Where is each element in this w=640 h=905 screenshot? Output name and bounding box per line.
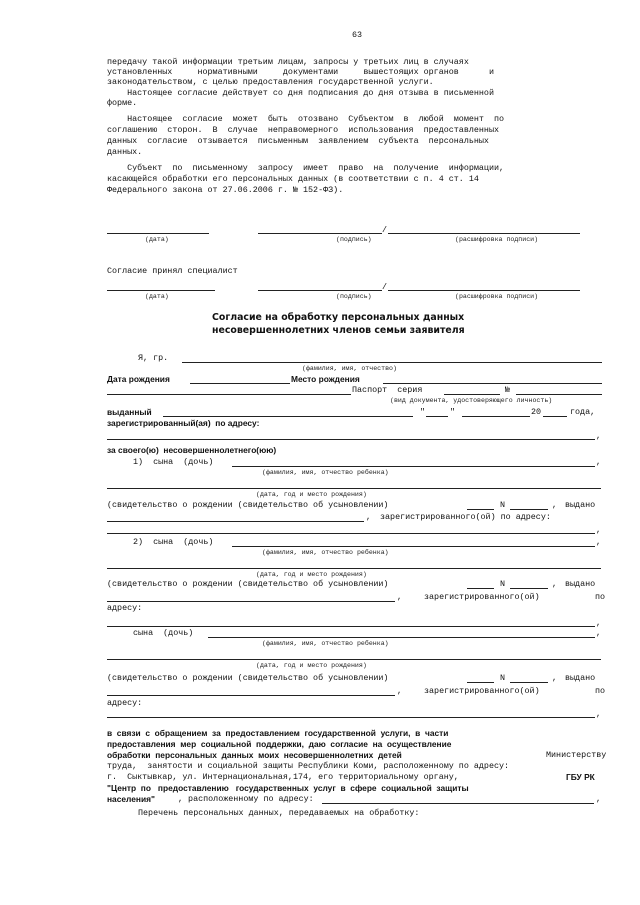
center-line: населения" xyxy=(107,794,155,804)
cert-no: N xyxy=(500,500,506,510)
registered-child: зарегистрированного(ой) xyxy=(424,686,540,696)
child3-address-field[interactable] xyxy=(107,717,595,718)
po: по xyxy=(595,592,606,602)
cert-issued-by-field[interactable] xyxy=(107,695,395,696)
comma: , xyxy=(552,579,558,589)
consent-line: в связи с обращением за предоставлением государственной услуги, в части xyxy=(107,728,449,738)
birth-date-field[interactable] xyxy=(190,383,290,384)
signature-line[interactable] xyxy=(107,290,215,291)
year-prefix: 20 xyxy=(531,407,542,417)
intro-line: данных. xyxy=(107,147,143,157)
cert-no: N xyxy=(500,579,506,589)
po: по xyxy=(595,686,606,696)
comma: , xyxy=(552,500,558,510)
comma: , xyxy=(596,525,602,535)
cert-no: N xyxy=(500,673,506,683)
accepted-by: Согласие принял специалист xyxy=(107,266,238,276)
caption-date: (дата) xyxy=(145,236,169,243)
issued-month-field[interactable] xyxy=(462,416,530,417)
child3-birth-field[interactable] xyxy=(107,659,601,660)
birth-place-label: Место рождения xyxy=(291,374,360,384)
child1-fio-field[interactable] xyxy=(232,466,595,467)
intro-line: соглашению сторон. В случае неправомерного использования предоставленных xyxy=(107,125,500,135)
consent-tail: Министерству xyxy=(546,750,607,760)
issued-short: выдано xyxy=(565,579,596,589)
child3-label: сына (дочь) xyxy=(133,628,194,638)
form-title: несовершеннолетних членов семьи заявителя xyxy=(212,325,465,336)
child2-label: 2) сына (дочь) xyxy=(133,537,214,547)
comma: , xyxy=(596,628,602,638)
intro-line: данных согласие отзывается письменным заявлением субъекта персональных xyxy=(107,136,489,146)
cert-issued-by-field[interactable] xyxy=(107,601,395,602)
birth-place-field-cont[interactable] xyxy=(107,394,351,395)
child3-fio-field[interactable] xyxy=(208,637,595,638)
center-line: "Центр по предоставлению государственных услуг в сфере социальной защиты xyxy=(107,783,469,793)
i-citizen-label: Я, гр. xyxy=(138,353,169,363)
child2-address-field[interactable] xyxy=(107,626,595,627)
certificate-label: (свидетельство о рождении (свидетельство об усыновлении) xyxy=(107,673,389,683)
caption-date: (дата) xyxy=(145,293,169,300)
caption-signature: (подпись) xyxy=(336,293,372,300)
cert-series-field[interactable] xyxy=(467,588,494,589)
center-tail: , расположенному по адресу: xyxy=(178,794,314,804)
passport-label: Паспорт серия xyxy=(352,385,423,395)
intro-line: законодательством, с целью предоставления государственной услуги. xyxy=(107,77,434,87)
consent-line: обработки персональных данных моих несовершеннолетних детей xyxy=(107,750,402,760)
birth-place-field[interactable] xyxy=(383,383,602,384)
comma: , xyxy=(596,794,602,804)
passport-series-field[interactable] xyxy=(444,394,500,395)
certificate-label: (свидетельство о рождении (свидетельство об усыновлении) xyxy=(107,579,389,589)
intro-line: Федерального закона от 27.06.2006 г. № 152-ФЗ). xyxy=(107,185,344,195)
issued-year-field[interactable] xyxy=(543,416,567,417)
registered-child: зарегистрированного(ой) xyxy=(424,592,540,602)
consent-line: предоставления мер социальной поддержки, даю согласие на осуществление xyxy=(107,739,452,749)
cert-number-field[interactable] xyxy=(510,682,548,683)
comma: , xyxy=(596,618,602,628)
caption-birth: (дата, год и место рождения) xyxy=(256,491,367,498)
fio-field[interactable] xyxy=(182,362,602,363)
list-line: Перечень персональных данных, передаваемых на обработку: xyxy=(138,808,420,818)
comma: , xyxy=(397,686,403,696)
intro-line: касающейся обработки его персональных данных (в соответствии с п. 4 ст. 14 xyxy=(107,174,479,184)
comma: , xyxy=(596,709,602,719)
issued-day-field[interactable] xyxy=(426,416,448,417)
passport-number-field[interactable] xyxy=(516,394,602,395)
cert-series-field[interactable] xyxy=(467,509,494,510)
caption-fio: (фамилия, имя, отчество) xyxy=(302,365,397,372)
address-label: адресу: xyxy=(107,603,143,613)
comma: , xyxy=(552,673,558,683)
birth-date-label: Дата рождения xyxy=(107,374,170,384)
issued-short: выдано xyxy=(565,673,596,683)
quote: " xyxy=(450,407,456,417)
page-number: 63 xyxy=(352,30,363,40)
registered-label: зарегистрированный(ая) по адресу: xyxy=(107,418,260,428)
child1-label: 1) сына (дочь) xyxy=(133,457,214,467)
child1-birth-field[interactable] xyxy=(107,488,601,489)
cert-number-field[interactable] xyxy=(510,509,548,510)
form-title: Согласие на обработку персональных данных xyxy=(212,312,465,323)
caption-birth: (дата, год и место рождения) xyxy=(256,571,367,578)
address-field[interactable] xyxy=(107,439,595,440)
year-suffix: года, xyxy=(570,407,596,417)
cert-series-field[interactable] xyxy=(467,682,494,683)
signature-line[interactable] xyxy=(388,233,580,234)
child1-address-field[interactable] xyxy=(107,533,595,534)
comma: , xyxy=(397,592,403,602)
cert-issued-by-field[interactable] xyxy=(107,521,364,522)
comma: , xyxy=(596,431,602,441)
caption-decoding: (расшифровка подписи) xyxy=(455,236,539,243)
issued-label: выданный xyxy=(107,407,152,417)
intro-line: передачу такой информации третьим лицам, запросы у третьих лиц в случаях xyxy=(107,57,469,67)
comma: , xyxy=(596,537,602,547)
registered-child: зарегистрированного(ой) по адресу: xyxy=(380,512,551,522)
signature-line[interactable] xyxy=(258,233,382,234)
signature-line[interactable] xyxy=(388,290,580,291)
issued-by-field[interactable] xyxy=(163,416,413,417)
cert-number-field[interactable] xyxy=(510,588,548,589)
caption-child-fio: (фамилия, имя, отчество ребенка) xyxy=(262,549,389,556)
intro-line: Субъект по письменному запросу имеет право на получение информации, xyxy=(107,163,505,173)
signature-line[interactable] xyxy=(107,233,209,234)
comma: , xyxy=(596,457,602,467)
address-label: адресу: xyxy=(107,698,143,708)
caption-signature: (подпись) xyxy=(336,236,372,243)
caption-decoding: (расшифровка подписи) xyxy=(455,293,539,300)
for-child-label: за своего(ю) несовершеннолетнего(юю) xyxy=(107,445,277,455)
caption-child-fio: (фамилия, имя, отчество ребенка) xyxy=(262,640,389,647)
number-sign: № xyxy=(505,385,511,395)
intro-line: Настоящее согласие может быть отозвано Субъектом в любой момент по xyxy=(107,114,505,124)
signature-line[interactable] xyxy=(258,290,382,291)
caption-birth: (дата, год и место рождения) xyxy=(256,662,367,669)
child2-fio-field[interactable] xyxy=(232,546,595,547)
intro-line: форме. xyxy=(107,98,138,108)
consent-plain-line: труда, занятости и социальной защиты Республики Коми, расположенному по адресу: xyxy=(107,761,510,771)
intro-line: установленных нормативными документами вышестоящих органов и xyxy=(107,67,494,77)
caption-doc: (вид документа, удостоверяющего личность) xyxy=(390,397,553,404)
intro-line: Настоящее согласие действует со дня подписания до дня отзыва в письменной xyxy=(107,88,494,98)
certificate-label: (свидетельство о рождении (свидетельство об усыновлении) xyxy=(107,500,389,510)
comma: , xyxy=(366,512,372,522)
consent-plain-line: г. Сыктывкар, ул. Интернациональная,174, его территориальному органу, xyxy=(107,772,459,782)
gbu-label: ГБУ РК xyxy=(566,772,595,782)
quote: " xyxy=(420,407,426,417)
center-address-field[interactable] xyxy=(322,803,594,804)
issued-short: выдано xyxy=(565,500,596,510)
child2-birth-field[interactable] xyxy=(107,568,601,569)
caption-child-fio: (фамилия, имя, отчество ребенка) xyxy=(262,469,389,476)
